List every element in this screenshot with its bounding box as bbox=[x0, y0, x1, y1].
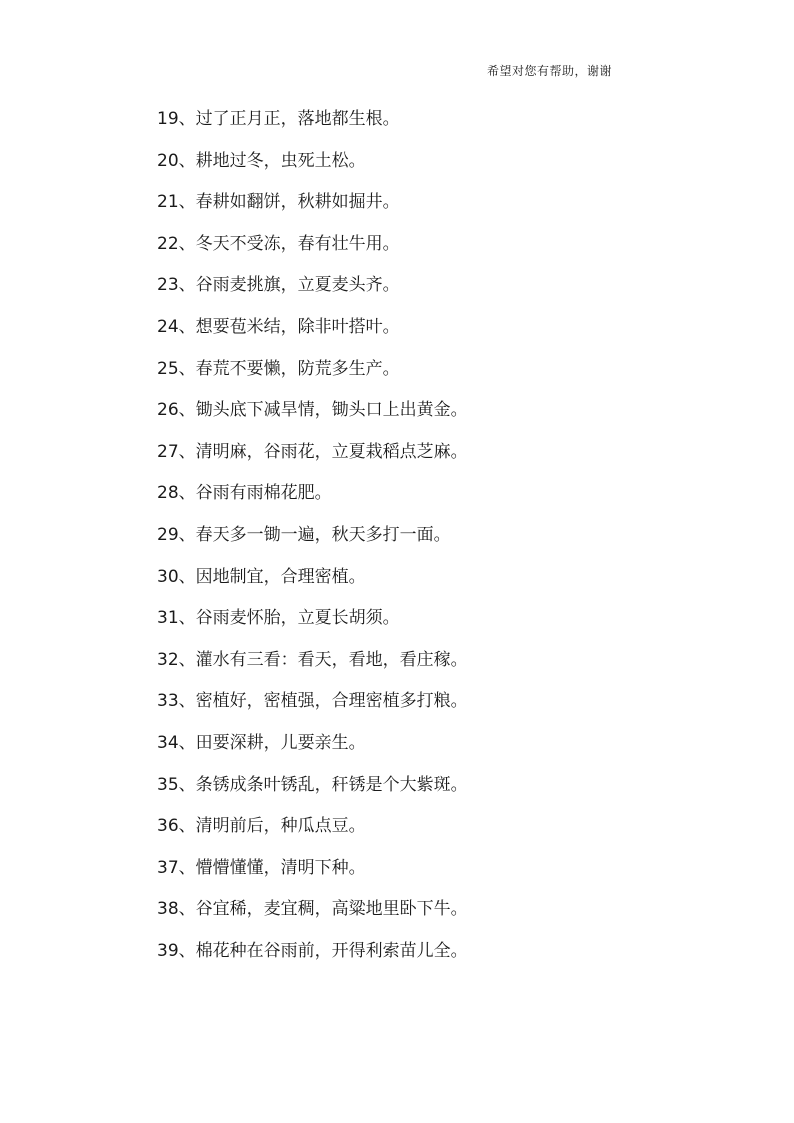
proverb-list bbox=[157, 105, 468, 978]
list-item: 23、谷雨麦挑旗，立夏麦头齐。 bbox=[157, 275, 400, 296]
list-item: 28、谷雨有雨棉花肥。 bbox=[157, 483, 332, 504]
list-item: 26、锄头底下减旱情，锄头口上出黄金。 bbox=[157, 400, 468, 421]
list-item: 30、因地制宜，合理密植。 bbox=[157, 566, 366, 587]
list-item: 31、谷雨麦怀胎，立夏长胡须。 bbox=[157, 608, 400, 629]
list-item: 34、田要深耕，儿要亲生。 bbox=[157, 732, 366, 753]
list-item: 36、清明前后，种瓜点豆。 bbox=[157, 816, 366, 837]
list-item: 33、密植好，密植强，合理密植多打粮。 bbox=[157, 691, 468, 712]
list-item: 32、灌水有三看：看天，看地，看庄稼。 bbox=[157, 649, 468, 670]
list-item: 20、耕地过冬，虫死土松。 bbox=[157, 150, 366, 171]
list-item: 21、春耕如翻饼，秋耕如掘井。 bbox=[157, 192, 400, 213]
list-item: 22、冬天不受冻，春有壮牛用。 bbox=[157, 233, 400, 254]
list-item: 35、条锈成条叶锈乱，秆锈是个大紫斑。 bbox=[157, 774, 468, 795]
list-item: 38、谷宜稀，麦宜稠，高粱地里卧下牛。 bbox=[157, 899, 468, 920]
list-item: 29、春天多一锄一遍，秋天多打一面。 bbox=[157, 524, 451, 545]
header-note: 希望对您有帮助，谢谢 bbox=[486, 64, 612, 78]
list-item: 24、想要苞米结，除非叶搭叶。 bbox=[157, 316, 400, 337]
list-item: 39、棉花种在谷雨前，开得利索苗儿全。 bbox=[157, 940, 468, 961]
list-item: 27、清明麻，谷雨花，立夏栽稻点芝麻。 bbox=[157, 441, 468, 462]
list-item: 19、过了正月正，落地都生根。 bbox=[157, 109, 400, 129]
list-item: 25、春荒不要懒，防荒多生产。 bbox=[157, 358, 400, 379]
list-item: 37、懵懵懂懂，清明下种。 bbox=[157, 857, 366, 878]
